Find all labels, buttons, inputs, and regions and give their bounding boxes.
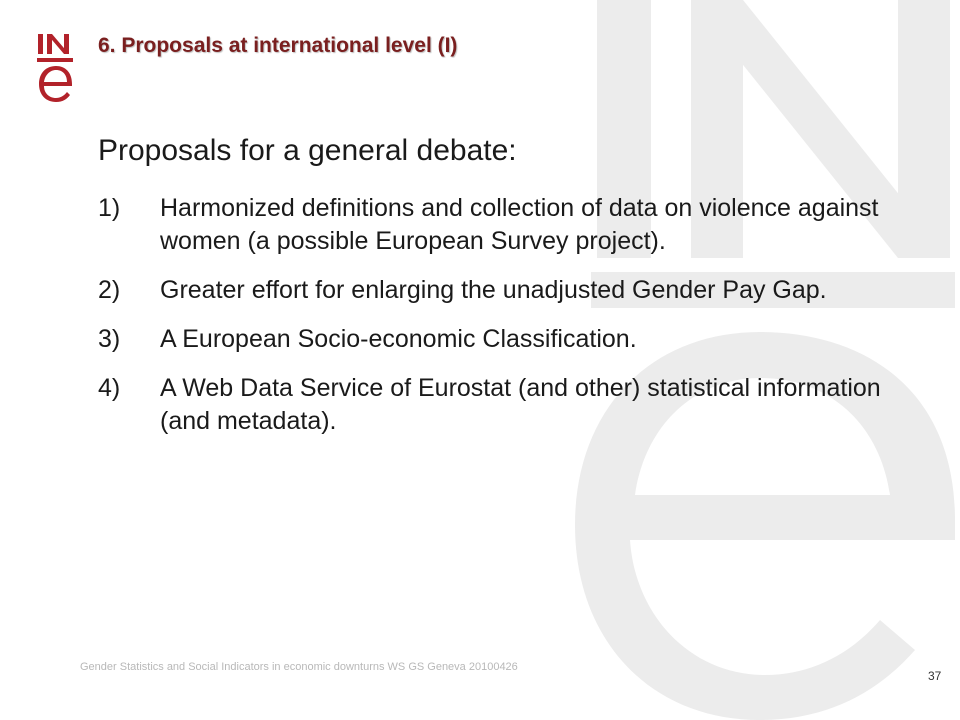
list-item-text: Harmonized definitions and collection of data on violence against women (a possible European Survey project). [160, 194, 879, 255]
list-item-number: 3) [98, 325, 121, 353]
list-item-text: Greater effort for enlarging the unadjusted Gender Pay Gap. [160, 276, 827, 304]
list-item-number: 4) [98, 374, 121, 402]
slide-subtitle: Proposals for a general debate: [98, 134, 517, 167]
list-item [98, 192, 888, 258]
footer-text: Gender Statistics and Social Indicators in economic downturns WS GS Geneva 20100426 [80, 661, 518, 673]
list-item-number: 2) [98, 276, 121, 304]
list-item [98, 372, 888, 438]
slide-title: 6. Proposals at international level (I) [98, 34, 458, 57]
list-item-number: 1) [98, 194, 121, 222]
page-number: 37 [928, 669, 942, 683]
list-item-text: A Web Data Service of Eurostat (and other) statistical information (and metadata). [160, 374, 881, 435]
proposal-list [98, 192, 888, 454]
ine-logo-icon [36, 32, 76, 104]
list-item-text: A European Socio-economic Classification. [160, 325, 637, 353]
list-item [98, 274, 888, 307]
list-item [98, 323, 888, 356]
